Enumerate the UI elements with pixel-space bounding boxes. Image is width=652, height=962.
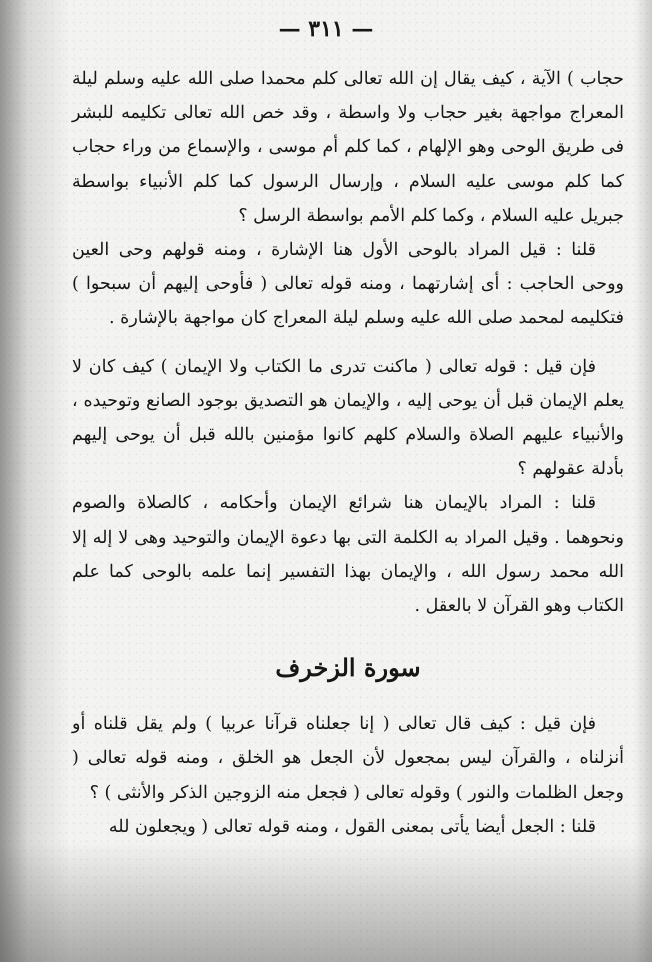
paragraph-question-2: فإن قيل : قوله تعالى ( ماكنت تدرى ما الكتاب ولا الإيمان ) كيف كان لا يعلم الإيمان قبل أن يوحى إليه ، والإيمان هو التصديق بوجود الصانع وتوحيده ، والأنبياء عليهم الصلاة والسلام كلهم كانوا مؤمنين بالله قبل أن يوحى إليهم بأدلة عقولهم ؟: [72, 356, 624, 480]
paragraph-question-3: فإن قيل : كيف قال تعالى ( إنا جعلناه قرآنا عربيا ) ولم يقل قلناه أو أنزلناه ، والقرآن ليس بمجعول لأن الجعل هو الخلق ، ومنه قوله تعالى ( وجعل الظلمات والنور ) وقوله تعالى ( فجعل منه الزوجين الذكر والأنثى ) ؟: [72, 714, 624, 803]
scan-shadow-bottom: [0, 842, 652, 962]
paragraph-answer-1: قلنا : قيل المراد بالوحى الأول هنا الإشارة ، ومنه قولهم وحى العين ووحى الحاجب : أى إشارتهما ، ومنه قوله تعالى ( فأوحى إليهم أن سبحوا ) فتكليمه لمحمد صلى الله عليه وسلم ليلة المعراج كان مواجهة بالإشارة .: [72, 240, 624, 329]
paragraph-question-continuation: حجاب ) الآية ، كيف يقال إن الله تعالى كلم محمدا صلى الله عليه وسلم ليلة المعراج مواجهة بغير حجاب ولا واسطة ، وقد خص الله تعالى تكليمه للبشر فى طريق الوحى وهو الإلهام ، كما كلم أم موسى ، والإسماع من وراء حجاب كما كلم موسى عليه السلام ، وإرسال الرسول كما كلم الأنبياء بواسطة جبريل عليه السلام ، وكما كلم الأمم بواسطة الرسل ؟: [72, 69, 624, 226]
scan-shadow-right: [634, 0, 652, 962]
page-number: — ٣١١ —: [278, 16, 374, 42]
page-body: [72, 62, 624, 844]
paragraph-spacer: [72, 336, 624, 350]
paragraph-answer-2: قلنا : المراد بالإيمان هنا شرائع الإيمان وأحكامه ، كالصلاة والصوم ونحوهما . وقيل المراد به الكلمة التى بها دعوة الإيمان والتوحيد وهى لا إله إلا الله محمد رسول الله ، والإيمان بهذا التفسير إنما علمه بالوحى كما علم الكتاب وهو القرآن لا بالعقل .: [72, 493, 624, 617]
scan-shadow-left: [0, 0, 70, 962]
paragraph-answer-3: قلنا : الجعل أيضا يأتى بمعنى القول ، ومنه قوله تعالى ( ويجعلون لله: [108, 816, 596, 837]
surah-title: سورة الزخرف: [275, 653, 421, 683]
